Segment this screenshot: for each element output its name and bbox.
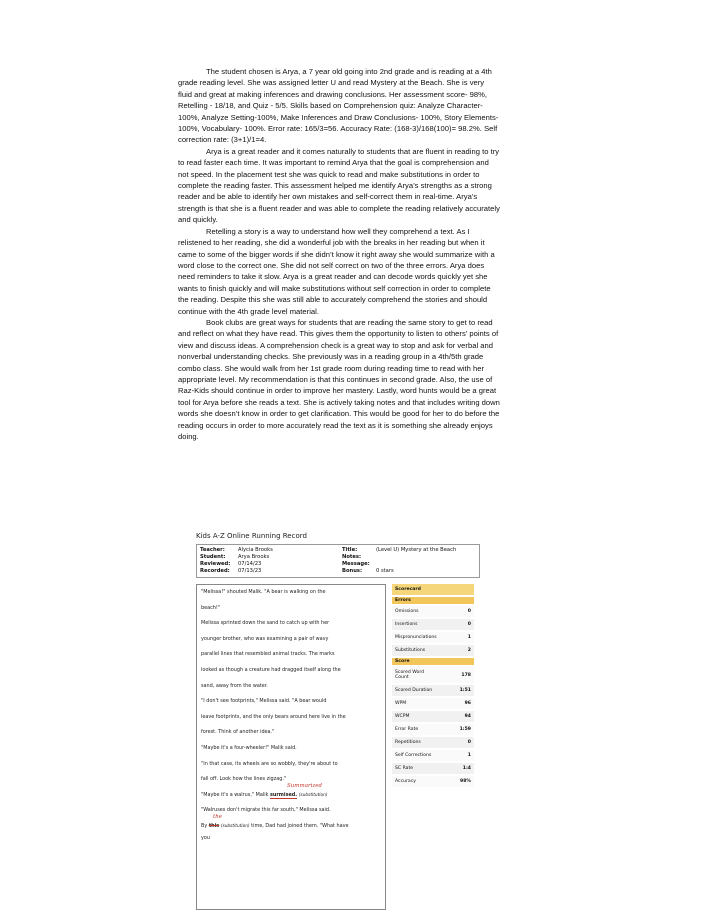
score-row [392,667,474,683]
score-value: 94 [464,714,471,719]
passage-line: "In that case, its wheels are so wobbly, they're about to [201,760,338,767]
score-row [392,632,474,643]
score-row [392,606,474,617]
score-label: WCPM [395,714,410,719]
handwritten-correction: the [213,813,223,820]
error-word: surmised. [270,791,298,798]
student-value: Arya Brooks [238,554,270,560]
passage-line: looked as though a creature had dragged itself along the [201,666,341,673]
passage-line: "I don't see footprints," Melissa said. "A bear would [201,698,327,705]
passage-line: fall off. Look how the lines zigzag." [201,776,287,783]
score-value: 1 [467,635,471,640]
score-value: 2 [467,648,471,653]
record-info-table [196,544,480,578]
score-label: Mispronunciations [395,635,437,640]
record-title: Kids A-Z Online Running Record [196,532,307,540]
reviewed-date: 07/14/23 [238,561,262,567]
teacher-value: Alycia Brooks [238,547,273,553]
score-value: 0 [467,609,471,614]
reviewed-label: Reviewed: [200,561,231,567]
errors-header: Errors [392,597,474,604]
reading-passage [196,584,386,910]
essay-paragraph: Book clubs are great ways for students that are reading the same story to get to read and reflect on what they have read. This gives them the opportunity to listen to others’ points of view and discuss ideas. A comprehension check is a great way to stop and ask for verbal and nonverbal understanding checks. She previously was in a reading group in a 4th/5th grade combo class. She would walk from her 1st grade room during reading time to read with her appropriate level. My recommendation is that this continues in second grade. Also, the use of Raz-Kids should continue in order to improve her mastery. Lastly, word hunts would be a great tool for Arya before she reads a text. She is actively taking notes and that includes writing down words she doesn’t know in order to get clarification. This would be good for her to do before the reading occurs in order to more accurately read the text as it is something she already enjoys doing. [178,317,500,441]
scorecard-panel [392,584,474,787]
score-label: WPM [395,701,407,706]
score-label: SC Rate [395,766,414,771]
errors-list [392,606,474,656]
passage-line: "Walruses don't migrate this far south," Melissa said. [201,807,331,814]
error-note: (substitution) [298,792,328,798]
score-label: Omissions [395,609,419,614]
score-label: Accuracy [395,779,416,784]
score-value: 1:59 [459,727,471,732]
bonus-label: Bonus: [342,568,363,574]
handwritten-correction: Summarized [287,782,323,789]
score-row [392,724,474,735]
score-row [392,750,474,761]
essay-paragraph: Retelling a story is a way to understand how well they comprehend a text. As I relistened to her reading, she did a wonderful job with the breaks in her reading but when it came to some of the bigger words if she didn’t know it right away she would summarize with a word close to the correct one. She did not self correct on two of the three errors. Arya does need reminders to take it slow. Arya is a great reader and can decode words quickly yet she wants to finish quickly and will make substitutions without self correction in order to complete the reading. Despite this she was still able to accurately comprehend the stories and should continue with the 4th grade level material. [178,226,495,316]
error-note: (substitution) [220,823,250,829]
score-value: 178 [461,672,471,678]
bonus-value: 0 stars [376,568,394,574]
recorded-date: 07/13/23 [238,568,262,574]
score-value: 1:51 [459,688,471,693]
passage-line: parallel lines that resembled animal tracks. The marks [201,651,335,658]
passage-line: leave footprints, and the only bears around here live in the [201,713,346,720]
passage-line: "Maybe it's a four-wheeler!" Malik said. [201,744,297,751]
score-label: Error Rate [395,727,419,732]
score-label: Scored Duration [395,688,433,693]
passage-text: "Maybe it's a walrus," Malik [201,791,270,798]
book-title: (Level U) Mystery at the Beach [376,547,457,553]
recorded-label: Recorded: [200,568,230,574]
score-row [392,685,474,696]
score-list [392,667,474,787]
running-record-image [196,532,480,841]
score-row [392,737,474,748]
passage-line: "Melissa!" shouted Malik. "A bear is walking on the [201,589,326,595]
score-row [392,698,474,709]
book-label: Title: [342,547,358,553]
message-label: Message: [342,561,370,567]
passage-line [201,813,381,835]
score-row [392,619,474,630]
notes-label: Notes: [342,554,362,560]
passage-line: sand, away from the water. [201,682,268,689]
score-row [392,645,474,656]
error-word: this [208,822,220,829]
essay-paragraph: Arya is a great reader and it comes naturally to students that are fluent in reading to try to read faster each time. It was important to remind Arya that the goal is comprehension and not speed. In the placement test she was quick to read and make substitutions in order to complete the reading faster. This assessment helped me identify Arya’s strengths as a strong reader and be able to identify her own mistakes and self-correct them in real-time. Arya’s strength is that she is a fluent reader and was able to complete the reading relatively accurately and quickly. [178,146,500,225]
essay-paragraph: The student chosen is Arya, a 7 year old going into 2nd grade and is reading at a 4th grade reading level. She was assigned letter U and read Mystery at the Beach. She is very fluid and great at making inferences and drawing conclusions. Her assessment score- 98%, Retelling - 18/18, and Quiz - 5/5. Skills based on Comprehension quiz: Analyze Character- 100%, Analyze Setting-100%, Make Inferences and Draw Conclusions- 100%, Story Elements- 100%, Vocabulary- 100%. Error rate: 165/3=56. Accuracy Rate: (168-3)/168(100)= 98.2%. Self correction rate: (3+1)/1=4. [178,67,499,145]
passage-line [201,782,381,804]
passage-line: you [201,834,210,841]
student-label: Student: [200,554,226,560]
score-label: Repetitions [395,740,421,745]
score-value: 96 [464,701,471,706]
score-label: Self Corrections [395,753,432,758]
passage-text: time, Dad had joined them. "What have [249,822,349,829]
score-row [392,763,474,774]
score-row [392,776,474,787]
passage-line: younger brother, who was examining a pair of wavy [201,635,329,642]
passage-line: Melissa sprinted down the sand to catch up with her [201,620,330,627]
score-label: Substitutions [395,648,426,653]
score-value: 0 [467,622,471,627]
scorecard-header: Scorecard [392,584,474,595]
score-value: 0 [467,740,471,745]
score-label: Scored Word Count [395,670,425,680]
essay-text [178,66,500,442]
score-label: Insertions [395,622,418,627]
score-row [392,711,474,722]
score-value: 1 [467,753,471,758]
score-value: 1:4 [462,766,471,771]
passage-line: beach!" [201,604,221,611]
teacher-label: Teacher: [200,547,225,553]
passage-line: forest. Think of another idea." [201,729,275,736]
passage-text: By [201,822,209,829]
score-value: 98% [460,779,471,784]
score-header: Score [392,658,474,665]
